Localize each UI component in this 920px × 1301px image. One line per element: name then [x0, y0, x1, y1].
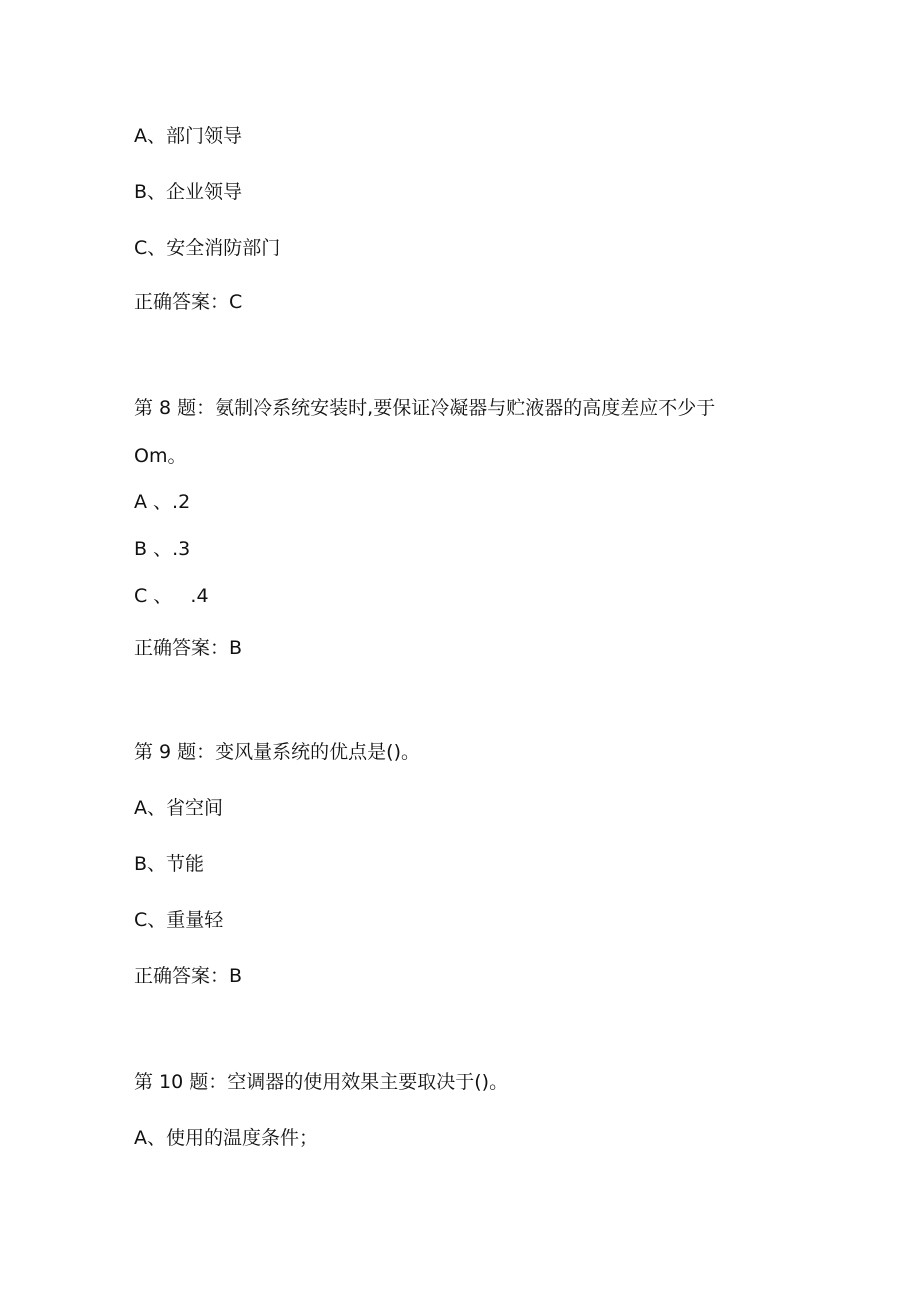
option-a: A、部门领导 [134, 125, 242, 147]
option-c: C、安全消防部门 [134, 237, 281, 259]
correct-answer: 正确答案：B [134, 637, 243, 659]
correct-answer: 正确答案：C [134, 291, 243, 313]
correct-answer: 正确答案：B [134, 965, 243, 987]
question-text-continued: Om。 [134, 445, 187, 467]
question-text: 第 10 题：空调器的使用效果主要取决于()。 [134, 1071, 509, 1093]
option-b: B、企业领导 [134, 181, 243, 203]
option-c: C、重量轻 [134, 909, 224, 931]
option-b: B 、.3 [134, 538, 191, 560]
option-b: B、节能 [134, 853, 205, 875]
option-a: A、省空间 [134, 797, 223, 819]
question-text: 第 9 题：变风量系统的优点是()。 [134, 741, 420, 763]
question-text: 第 8 题：氨制冷系统安装时,要保证冷凝器与贮液器的高度差应不少于 [134, 397, 716, 419]
option-a: A、使用的温度条件； [134, 1127, 318, 1149]
option-c: C 、 .4 [134, 585, 209, 607]
option-a: A 、.2 [134, 491, 191, 513]
